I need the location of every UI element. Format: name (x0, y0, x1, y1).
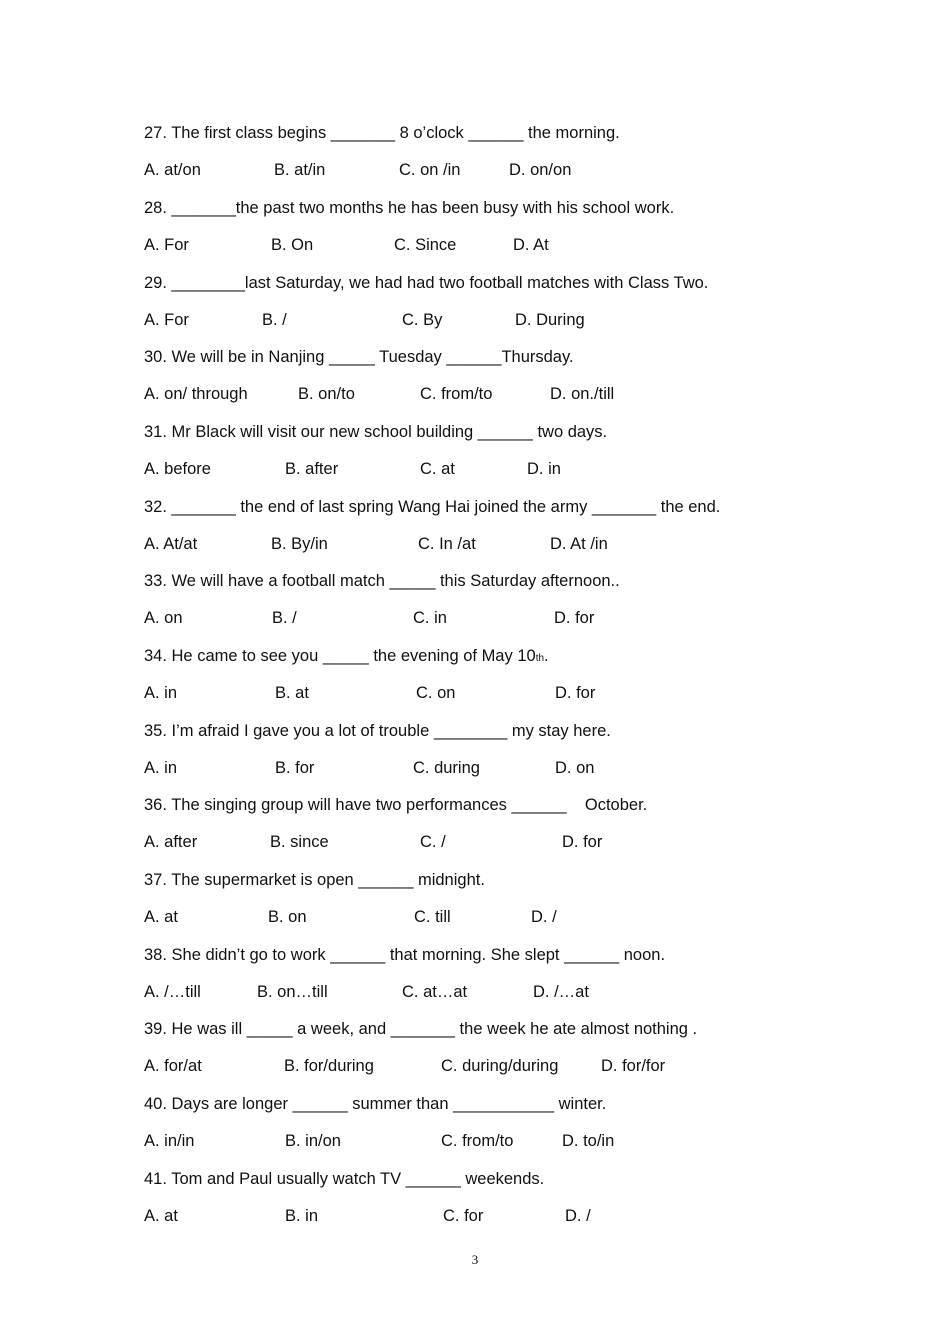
question-stem: 30. We will be in Nanjing _____ Tuesday ______Thursday. (144, 348, 574, 366)
answer-options (144, 758, 784, 778)
question-stem: 32. _______ the end of last spring Wang Hai joined the army _______ the end. (144, 498, 721, 516)
question-text (144, 646, 549, 669)
question-stem: 36. The singing group will have two performances ______ October. (144, 796, 648, 814)
option-a: A. before (144, 460, 211, 478)
answer-options (144, 459, 784, 479)
option-a: A. on/ through (144, 385, 248, 403)
answer-options (144, 608, 784, 628)
option-b: B. at (275, 684, 309, 702)
superscript: th (535, 653, 545, 664)
question-text (144, 123, 620, 143)
option-b: B. since (270, 833, 329, 851)
option-d: D. /…at (533, 983, 589, 1001)
question-text (144, 870, 485, 890)
question-text (144, 1169, 544, 1189)
option-c: C. in (413, 609, 447, 627)
question-text (144, 1019, 697, 1039)
question-stem: 38. She didn’t go to work ______ that morning. She slept ______ noon. (144, 946, 666, 964)
option-b: B. / (262, 311, 287, 329)
question-text (144, 422, 607, 442)
answer-options (144, 534, 784, 554)
option-d: D. for/for (601, 1057, 666, 1075)
option-d: D. on./till (550, 385, 615, 403)
option-c: C. during (413, 759, 480, 777)
answer-options (144, 235, 784, 255)
option-d: D. to/in (562, 1132, 615, 1150)
question-stem: 40. Days are longer ______ summer than ___________ winter. (144, 1095, 607, 1113)
option-b: B. By/in (271, 535, 328, 553)
option-b: B. after (285, 460, 339, 478)
option-b: B. in/on (285, 1132, 341, 1150)
question-text (144, 497, 720, 517)
option-a: A. on (144, 609, 183, 627)
answer-options (144, 1206, 784, 1226)
question-stem: 35. I’m afraid I gave you a lot of trouble ________ my stay here. (144, 722, 611, 740)
option-d: D. At (513, 236, 549, 254)
option-c: C. on /in (399, 161, 461, 179)
question-text (144, 1094, 606, 1114)
question-text (144, 571, 620, 591)
option-b: B. for (275, 759, 315, 777)
option-d: D. in (527, 460, 561, 478)
option-d: D. for (554, 609, 595, 627)
answer-options (144, 832, 784, 852)
question-stem: 29. ________last Saturday, we had had two football matches with Class Two. (144, 274, 709, 292)
question-text (144, 945, 665, 965)
option-a: A. in/in (144, 1132, 195, 1150)
option-c: C. Since (394, 236, 457, 254)
option-d: D. / (531, 908, 557, 926)
option-b: B. on (268, 908, 307, 926)
question-text (144, 347, 574, 367)
question-stem: 41. Tom and Paul usually watch TV ______ weekends. (144, 1170, 545, 1188)
answer-options (144, 982, 784, 1002)
option-b: B. on/to (298, 385, 355, 403)
question-text (144, 273, 708, 293)
option-d: D. for (555, 684, 596, 702)
option-c: C. By (402, 311, 443, 329)
option-d: D. At /in (550, 535, 608, 553)
question-tail: . (544, 647, 549, 665)
option-a: A. at (144, 908, 178, 926)
option-a: A. At/at (144, 535, 198, 553)
option-b: B. On (271, 236, 314, 254)
question-stem: 33. We will have a football match _____ this Saturday afternoon.. (144, 572, 620, 590)
question-stem: 37. The supermarket is open ______ midnight. (144, 871, 485, 889)
option-a: A. For (144, 236, 189, 254)
option-a: A. at (144, 1207, 178, 1225)
option-a: A. after (144, 833, 198, 851)
option-c: C. In /at (418, 535, 476, 553)
option-d: D. / (565, 1207, 591, 1225)
option-a: A. for/at (144, 1057, 202, 1075)
option-c: C. for (443, 1207, 484, 1225)
question-stem: 27. The first class begins _______ 8 o’clock ______ the morning. (144, 124, 620, 142)
question-text (144, 198, 674, 218)
question-text (144, 721, 611, 741)
option-c: C. at…at (402, 983, 468, 1001)
option-d: D. on/on (509, 161, 572, 179)
option-b: B. in (285, 1207, 319, 1225)
option-d: D. on (555, 759, 595, 777)
option-d: D. During (515, 311, 585, 329)
answer-options (144, 1131, 784, 1151)
option-c: C. during/during (441, 1057, 559, 1075)
option-a: A. /…till (144, 983, 201, 1001)
option-a: A. at/on (144, 161, 201, 179)
option-b: B. at/in (274, 161, 326, 179)
answer-options (144, 310, 784, 330)
option-b: B. on…till (257, 983, 328, 1001)
page-number: 3 (471, 1252, 479, 1267)
option-a: A. in (144, 684, 178, 702)
question-stem: 39. He was ill _____ a week, and _______ the week he ate almost nothing . (144, 1020, 698, 1038)
answer-options (144, 907, 784, 927)
option-c: C. from/to (441, 1132, 514, 1150)
option-b: B. for/during (284, 1057, 374, 1075)
answer-options (144, 1056, 784, 1076)
question-text (144, 795, 647, 815)
question-stem: 34. He came to see you _____ the evening of May 10 (144, 647, 536, 665)
question-stem: 31. Mr Black will visit our new school building ______ two days. (144, 423, 608, 441)
option-c: C. on (416, 684, 456, 702)
question-stem: 28. _______the past two months he has been busy with his school work. (144, 199, 675, 217)
option-c: C. / (420, 833, 446, 851)
option-d: D. for (562, 833, 603, 851)
answer-options (144, 683, 784, 703)
option-c: C. from/to (420, 385, 493, 403)
option-a: A. For (144, 311, 189, 329)
option-c: C. at (420, 460, 455, 478)
answer-options (144, 160, 784, 180)
answer-options (144, 384, 784, 404)
option-b: B. / (272, 609, 297, 627)
option-c: C. till (414, 908, 451, 926)
option-a: A. in (144, 759, 178, 777)
